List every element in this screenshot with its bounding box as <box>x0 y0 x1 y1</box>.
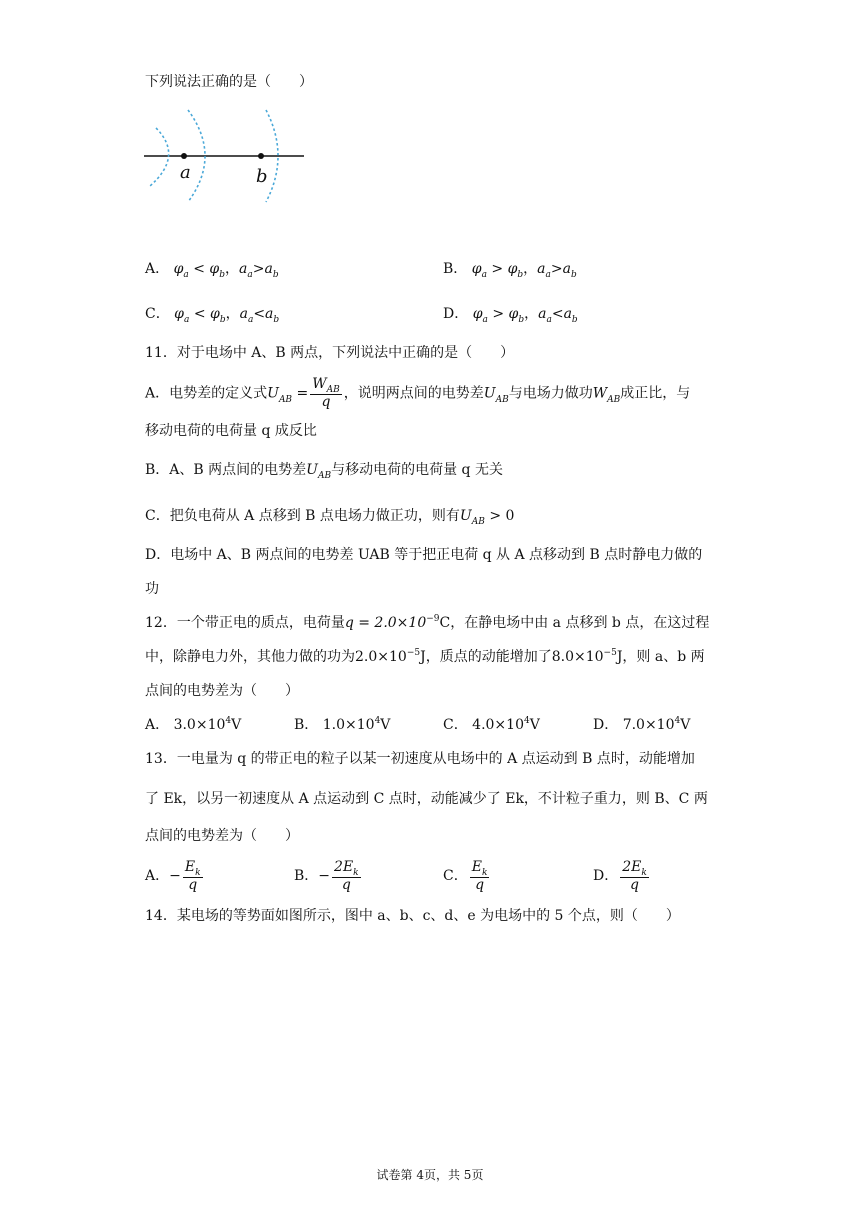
q13-option-a[interactable]: A．− $\frac{E_k}{q}$ <box>145 858 201 893</box>
q11-option-a-line1[interactable]: A．电势差的定义式$U_{AB}$ = $\frac{W_{AB}}{q}$ ，说明两点间的电势差$U_{AB}$与电场力做功$W_{AB}$成正比，与 <box>145 376 691 410</box>
q11-option-d-line1[interactable]: D．电场中 A、B 两点间的电势差 UAB 等于把正电荷 q 从 A 点移动到 B 点时静电力做的 <box>145 547 703 563</box>
q13-line2: 了 Ek，以另一初速度从 A 点运动到 C 点时，动能减少了 Ek，不计粒子重力，则 B、C 两 <box>145 791 708 807</box>
q11-option-d-line2: 功 <box>145 581 159 597</box>
q11-stem: 11．对于电场中 A、B 两点，下列说法中正确的是（ ） <box>145 345 515 361</box>
point-a-dot <box>181 153 187 159</box>
q10-option-c[interactable]: C． $\varphi_a < \varphi_b$，$a_a<a_b$ <box>145 306 280 325</box>
q12-option-b[interactable]: B． $1.0\times 10^4V$ <box>294 716 391 733</box>
equipotential-curve-1 <box>150 128 169 186</box>
q13-option-c[interactable]: C． $\frac{E_k}{q}$ <box>443 858 488 893</box>
q14-stem: 14．某电场的等势面如图所示，图中 a、b、c、d、e 为电场中的 5 个点，则（ ） <box>145 908 680 924</box>
q12-line1: 12．一个带正电的质点，电荷量$q = 2.0\times 10^{-9}C$，在静电场中由 a 点移到 b 点，在这过程 <box>145 614 710 631</box>
q13-option-d[interactable]: D． $\frac{2E_k}{q}$ <box>593 858 647 893</box>
page-footer: 试卷第 4页，共 5页 <box>376 1168 484 1182</box>
q11-option-b[interactable]: B．A、B 两点间的电势差$U_{AB}$与移动电荷的电荷量 q 无关 <box>145 462 503 481</box>
q10-intro: 下列说法正确的是（ ） <box>145 74 313 90</box>
q12-line3: 点间的电势差为（ ） <box>145 683 299 699</box>
q10-option-b[interactable]: B． $\varphi_a > \varphi_b$，$a_a>a_b$ <box>443 261 577 280</box>
q13-line1: 13．一电量为 q 的带正电的粒子以某一初速度从电场中的 A 点运动到 B 点时，动能增加 <box>145 751 695 767</box>
label-a: a <box>180 162 191 183</box>
q12-line2: 中，除静电力外，其他力做的功为$2.0\times 10^{-5}J$，质点的动能增加了$8.0\times 10^{-5}J$，则 a、b 两 <box>145 648 705 665</box>
q10-option-d[interactable]: D． $\varphi_a > \varphi_b$，$a_a<a_b$ <box>443 306 578 325</box>
q13-option-b[interactable]: B．− $\frac{2E_k}{q}$ <box>294 858 359 893</box>
q12-option-c[interactable]: C． $4.0\times 10^4V$ <box>443 716 540 733</box>
q13-line3: 点间的电势差为（ ） <box>145 828 299 844</box>
q11-option-c[interactable]: C．把负电荷从 A 点移到 B 点电场力做正功，则有$U_{AB} > 0$ <box>145 508 515 527</box>
equipotential-figure <box>140 106 310 206</box>
q12-option-d[interactable]: D． $7.0\times 10^4V$ <box>593 716 691 733</box>
q11-option-a-line2: 移动电荷的电荷量 q 成反比 <box>145 423 317 439</box>
point-b-dot <box>258 153 264 159</box>
q10-option-a[interactable]: A． $\varphi_a < \varphi_b$，$a_a>a_b$ <box>145 261 279 280</box>
q12-option-a[interactable]: A． $3.0\times 10^4V$ <box>145 716 242 733</box>
label-b: b <box>256 166 268 187</box>
q12-charge: q = 2.0×10 <box>344 615 427 631</box>
